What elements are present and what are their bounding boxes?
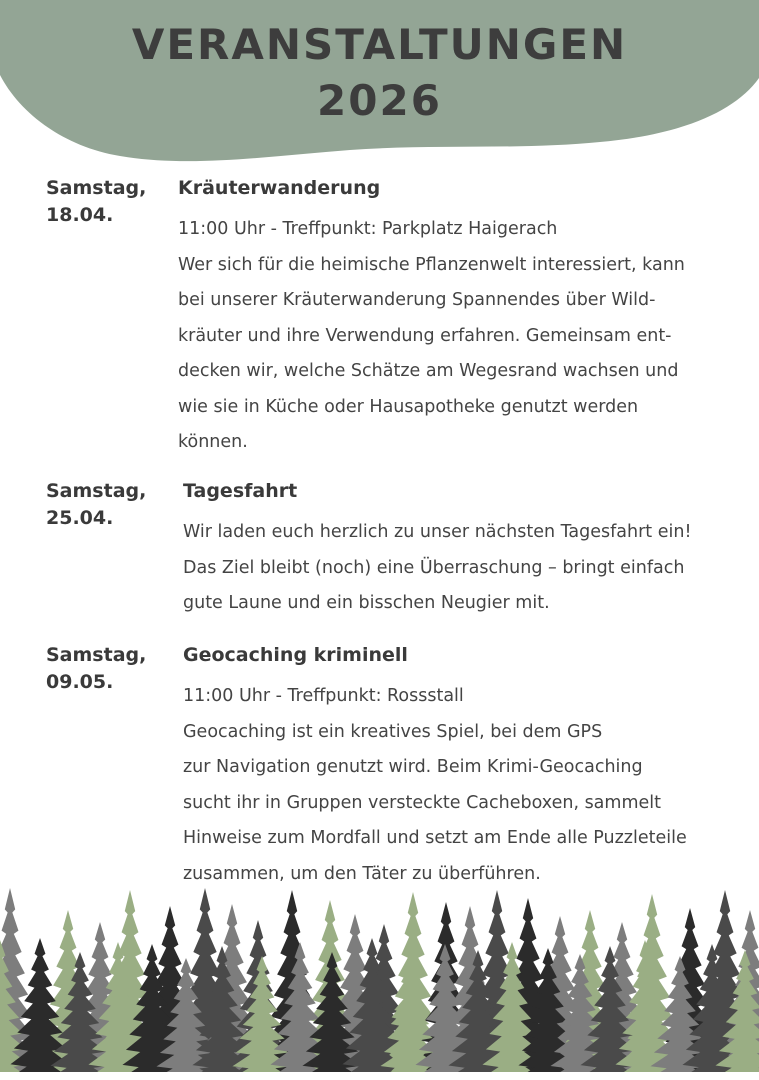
event-text-line: Das Ziel bleibt (noch) eine Überraschung – bringt einfach <box>183 557 685 578</box>
event-title: Geocaching kriminell <box>183 644 408 666</box>
event-text-line: Wer sich für die heimische Pflanzenwelt interessiert, kann <box>178 254 685 275</box>
event-text-line: zusammen, um den Täter zu überführen. <box>183 863 541 884</box>
event-text-line: zur Navigation genutzt wird. Beim Krimi-Geocaching <box>183 757 643 777</box>
event-text-line: bei unserer Kräuterwanderung Spannendes über Wild- <box>178 290 656 310</box>
ground-strip <box>0 1072 759 1080</box>
event-date: Samstag, 25.04. <box>46 480 147 529</box>
event-text-line: sucht ihr in Gruppen versteckte Cacheboxen, sammelt <box>183 792 661 813</box>
event-text-line: wie sie in Küche oder Hausapotheke genutzt werden <box>178 396 639 417</box>
event-title: Kräuterwanderung <box>178 177 381 199</box>
event-date: Samstag, 18.04. <box>46 177 147 226</box>
event-title: Tagesfahrt <box>183 480 298 502</box>
page-title: VERANSTALTUNGEN <box>131 20 628 69</box>
forest-decoration <box>0 880 759 1080</box>
event-text-line: 11:00 Uhr - Treffpunkt: Rossstall <box>183 686 464 706</box>
event-text-line: können. <box>178 432 248 452</box>
event-text-line: Geocaching ist ein kreatives Spiel, bei dem GPS <box>183 721 603 742</box>
event-text-line: 11:00 Uhr - Treffpunkt: Parkplatz Haigerach <box>178 219 558 239</box>
event-content <box>183 643 687 892</box>
event-text-line: gute Laune und ein bisschen Neugier mit. <box>183 593 550 613</box>
event-text-line: decken wir, welche Schätze am Wegesrand wachsen und <box>178 361 679 381</box>
event-content <box>178 176 685 461</box>
event-date: Samstag, 09.05. <box>46 644 147 693</box>
event-content <box>183 479 691 622</box>
page-title-year: 2026 <box>317 76 442 125</box>
event-text-line: Wir laden euch herzlich zu unser nächsten Tagesfahrt ein! <box>183 522 692 542</box>
event-text-line: Hinweise zum Mordfall und setzt am Ende alle Puzzleteile <box>183 828 687 848</box>
event-text-line: kräuter und ihre Verwendung erfahren. Gemeinsam ent- <box>178 325 672 346</box>
